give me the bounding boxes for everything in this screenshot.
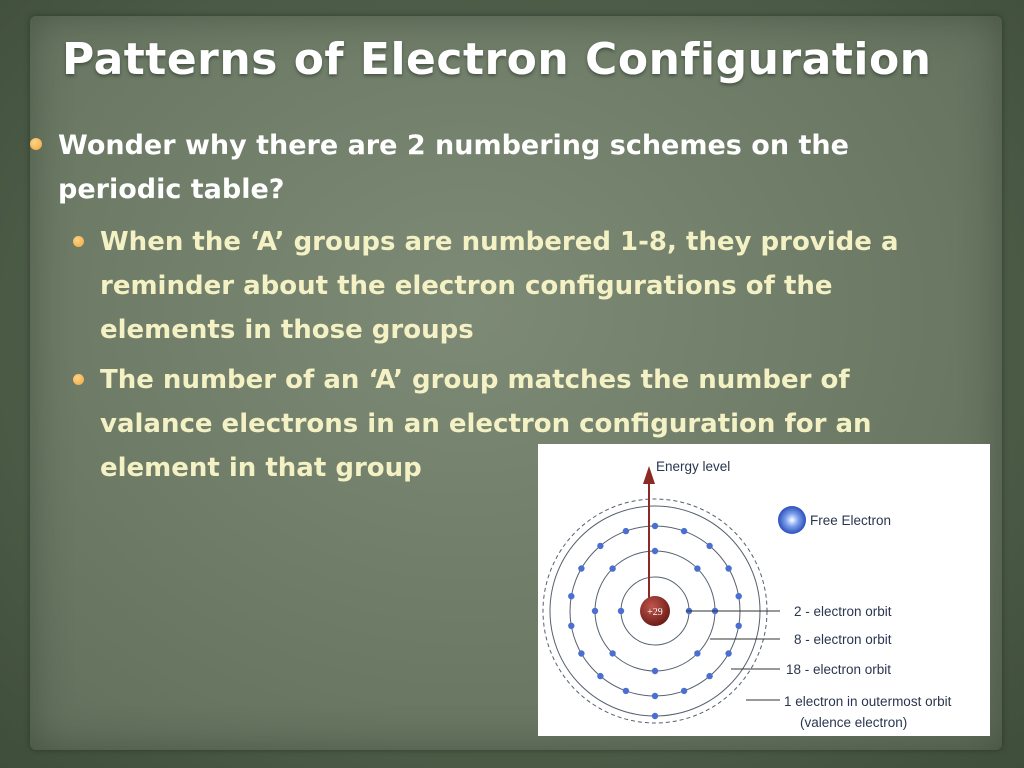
- electron-shell-3: [736, 593, 742, 599]
- electron-shell-4: [652, 713, 658, 719]
- electron-shell-3: [578, 565, 584, 571]
- electron-shell-3: [597, 543, 603, 549]
- electron-shell-3: [652, 523, 658, 529]
- electron-shell-3: [681, 528, 687, 534]
- electron-shell-3: [597, 673, 603, 679]
- electron-shell-3: [568, 593, 574, 599]
- bullet-dot-icon: [73, 374, 84, 385]
- electron-shell-3: [706, 543, 712, 549]
- electron-shell-2: [609, 565, 615, 571]
- sub-bullet-2: The number of an ‘A’ group matches the number of valance electrons in an electron configuration for an element in that group: [100, 365, 872, 483]
- electron-shell-2: [592, 608, 598, 614]
- electron-shell-3: [681, 688, 687, 694]
- label-18-electron-orbit: 18 - electron orbit: [786, 662, 892, 677]
- atom-diagram-svg: [538, 444, 990, 736]
- label-8-electron-orbit: 8 - electron orbit: [794, 632, 892, 647]
- electron-shell-3: [706, 673, 712, 679]
- electron-shell-3: [578, 650, 584, 656]
- electron-shell-2: [694, 650, 700, 656]
- atom-diagram: [538, 444, 990, 736]
- electron-shell-2: [652, 668, 658, 674]
- electron-shell-1: [618, 608, 624, 614]
- label-2-electron-orbit: 2 - electron orbit: [794, 604, 892, 619]
- electron-shell-3: [568, 623, 574, 629]
- free-electron-label: Free Electron: [810, 513, 892, 528]
- sub-bullet-1: When the ‘A’ groups are numbered 1-8, they provide a reminder about the electron configurations of the elements in those groups: [100, 227, 899, 345]
- electron-shell-3: [725, 565, 731, 571]
- electron-shell-3: [623, 528, 629, 534]
- label-valence-electron-note: (valence electron): [800, 715, 908, 730]
- electron-shell-2: [652, 548, 658, 554]
- energy-level-label: Energy level: [656, 459, 731, 474]
- bullet-main: Wonder why there are 2 numbering schemes on the periodic table?: [58, 130, 849, 205]
- bullet-dot-icon: [73, 236, 84, 247]
- bullet-dot-icon: [30, 138, 42, 150]
- electron-shell-3: [736, 623, 742, 629]
- electron-shell-2: [694, 565, 700, 571]
- slide-title: Patterns of Electron Configuration: [62, 34, 932, 85]
- electron-shell-3: [623, 688, 629, 694]
- energy-arrow-head-icon: [643, 466, 655, 484]
- electron-shell-3: [725, 650, 731, 656]
- label-valence-electron: 1 electron in outermost orbit: [784, 694, 952, 709]
- electron-shell-2: [609, 650, 615, 656]
- electron-shell-3: [652, 693, 658, 699]
- nucleus-label: +29: [647, 607, 663, 618]
- free-electron-icon: [778, 506, 806, 534]
